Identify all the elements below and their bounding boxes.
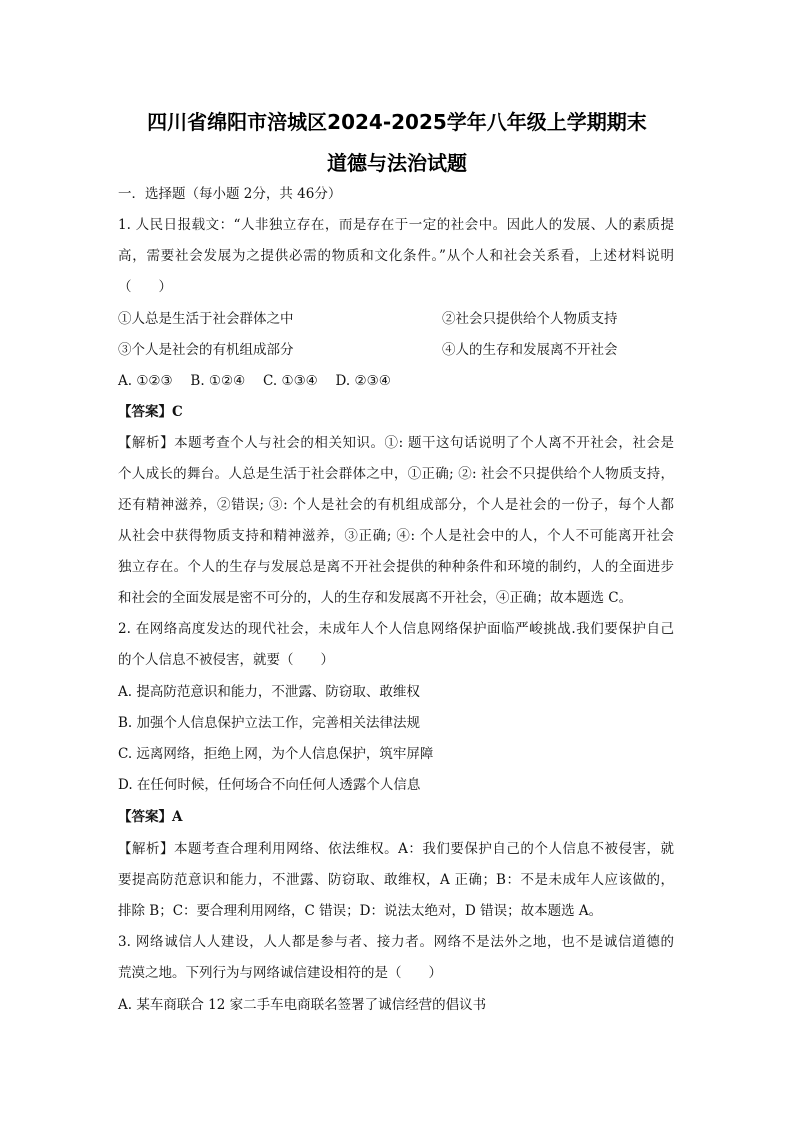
q1-stem-line: 1. 人民日报载文：“人非独立存在，而是存在于一定的社会中。因此人的发展、人的素质提 bbox=[118, 217, 674, 233]
document-title: 四川省绵阳市涪城区2024-2025学年八年级上学期期末 bbox=[147, 110, 647, 134]
q1-choices: A. ①②③ B. ①②④ C. ①③④ D. ②③④ bbox=[118, 373, 391, 389]
q1-analysis-line: 还有精神滋养，②错误; ③: 个人是社会的有机组成部分，个人是社会的一份子，每个人都 bbox=[118, 497, 674, 513]
q1-analysis-line: 和社会的全面发展是密不可分的，人的生存和发展离不开社会，④正确；故本题选 C。 bbox=[118, 590, 633, 606]
q2-option: C. 远离网络，拒绝上网，为个人信息保护，筑牢屏障 bbox=[118, 746, 434, 762]
q2-option: B. 加强个人信息保护立法工作，完善相关法律法规 bbox=[118, 715, 421, 731]
q2-answer: 【答案】A bbox=[118, 809, 183, 825]
document-subtitle: 道德与法治试题 bbox=[327, 151, 467, 175]
q1-stem-line: 高，需要社会发展为之提供必需的物质和文化条件。”从个人和社会关系看，上述材料说明 bbox=[118, 248, 674, 264]
q1-analysis-line: 个人成长的舞台。人总是生活于社会群体之中，①正确; ②: 社会不只提供给个人物质支持， bbox=[118, 466, 674, 482]
q1-analysis-line: 从社会中获得物质支持和精神滋养，③正确; ④: 个人是社会中的人，个人不可能离开社会 bbox=[118, 528, 674, 544]
q3-stem-line: 荒漠之地。下列行为与网络诚信建设相符的是（ ） bbox=[118, 965, 442, 981]
q2-analysis-line: 【解析】本题考查合理利用网络、依法维权。A：我们要保护自己的个人信息不被侵害，就 bbox=[118, 841, 674, 857]
q2-stem-line: 2. 在网络高度发达的现代社会，未成年人个人信息网络保护面临严峻挑战.我们要保护自己 bbox=[118, 621, 674, 637]
q1-statement: ①人总是生活于社会群体之中 bbox=[118, 311, 294, 327]
q1-analysis-line: 【解析】本题考查个人与社会的相关知识。①: 题干这句话说明了个人离不开社会，社会是 bbox=[118, 435, 674, 451]
q2-option: A. 提高防范意识和能力，不泄露、防窃取、敢维权 bbox=[118, 684, 420, 700]
q1-answer: 【答案】C bbox=[118, 404, 183, 420]
q1-statement: ②社会只提供给个人物质支持 bbox=[442, 311, 618, 327]
q2-analysis-line: 要提高防范意识和能力，不泄露、防窃取、敢维权，A 正确；B：不是未成年人应该做的， bbox=[118, 872, 674, 888]
q3-option: A. 某车商联合 12 家二手车电商联名签署了诚信经营的倡议书 bbox=[118, 997, 487, 1013]
q2-analysis-line: 排除 B；C：要合理利用网络，C 错误；D：说法太绝对，D 错误；故本题选 A。 bbox=[118, 903, 603, 919]
q1-statement: ④人的生存和发展离不开社会 bbox=[442, 342, 618, 358]
q1-statement: ③个人是社会的有机组成部分 bbox=[118, 342, 294, 358]
q2-option: D. 在任何时候，任何场合不向任何人透露个人信息 bbox=[118, 777, 421, 793]
q1-analysis-line: 独立存在。个人的生存与发展总是离不开社会提供的种种条件和环境的制约，人的全面进步 bbox=[118, 559, 674, 575]
q2-stem-line: 的个人信息不被侵害，就要（ ） bbox=[118, 652, 334, 668]
q3-stem-line: 3. 网络诚信人人建设，人人都是参与者、接力者。网络不是法外之地，也不是诚信道德的 bbox=[118, 934, 674, 950]
q1-answer-blank: （ ） bbox=[118, 279, 172, 295]
section-heading: 一．选择题（每小题 2分，共 46分） bbox=[118, 186, 342, 202]
